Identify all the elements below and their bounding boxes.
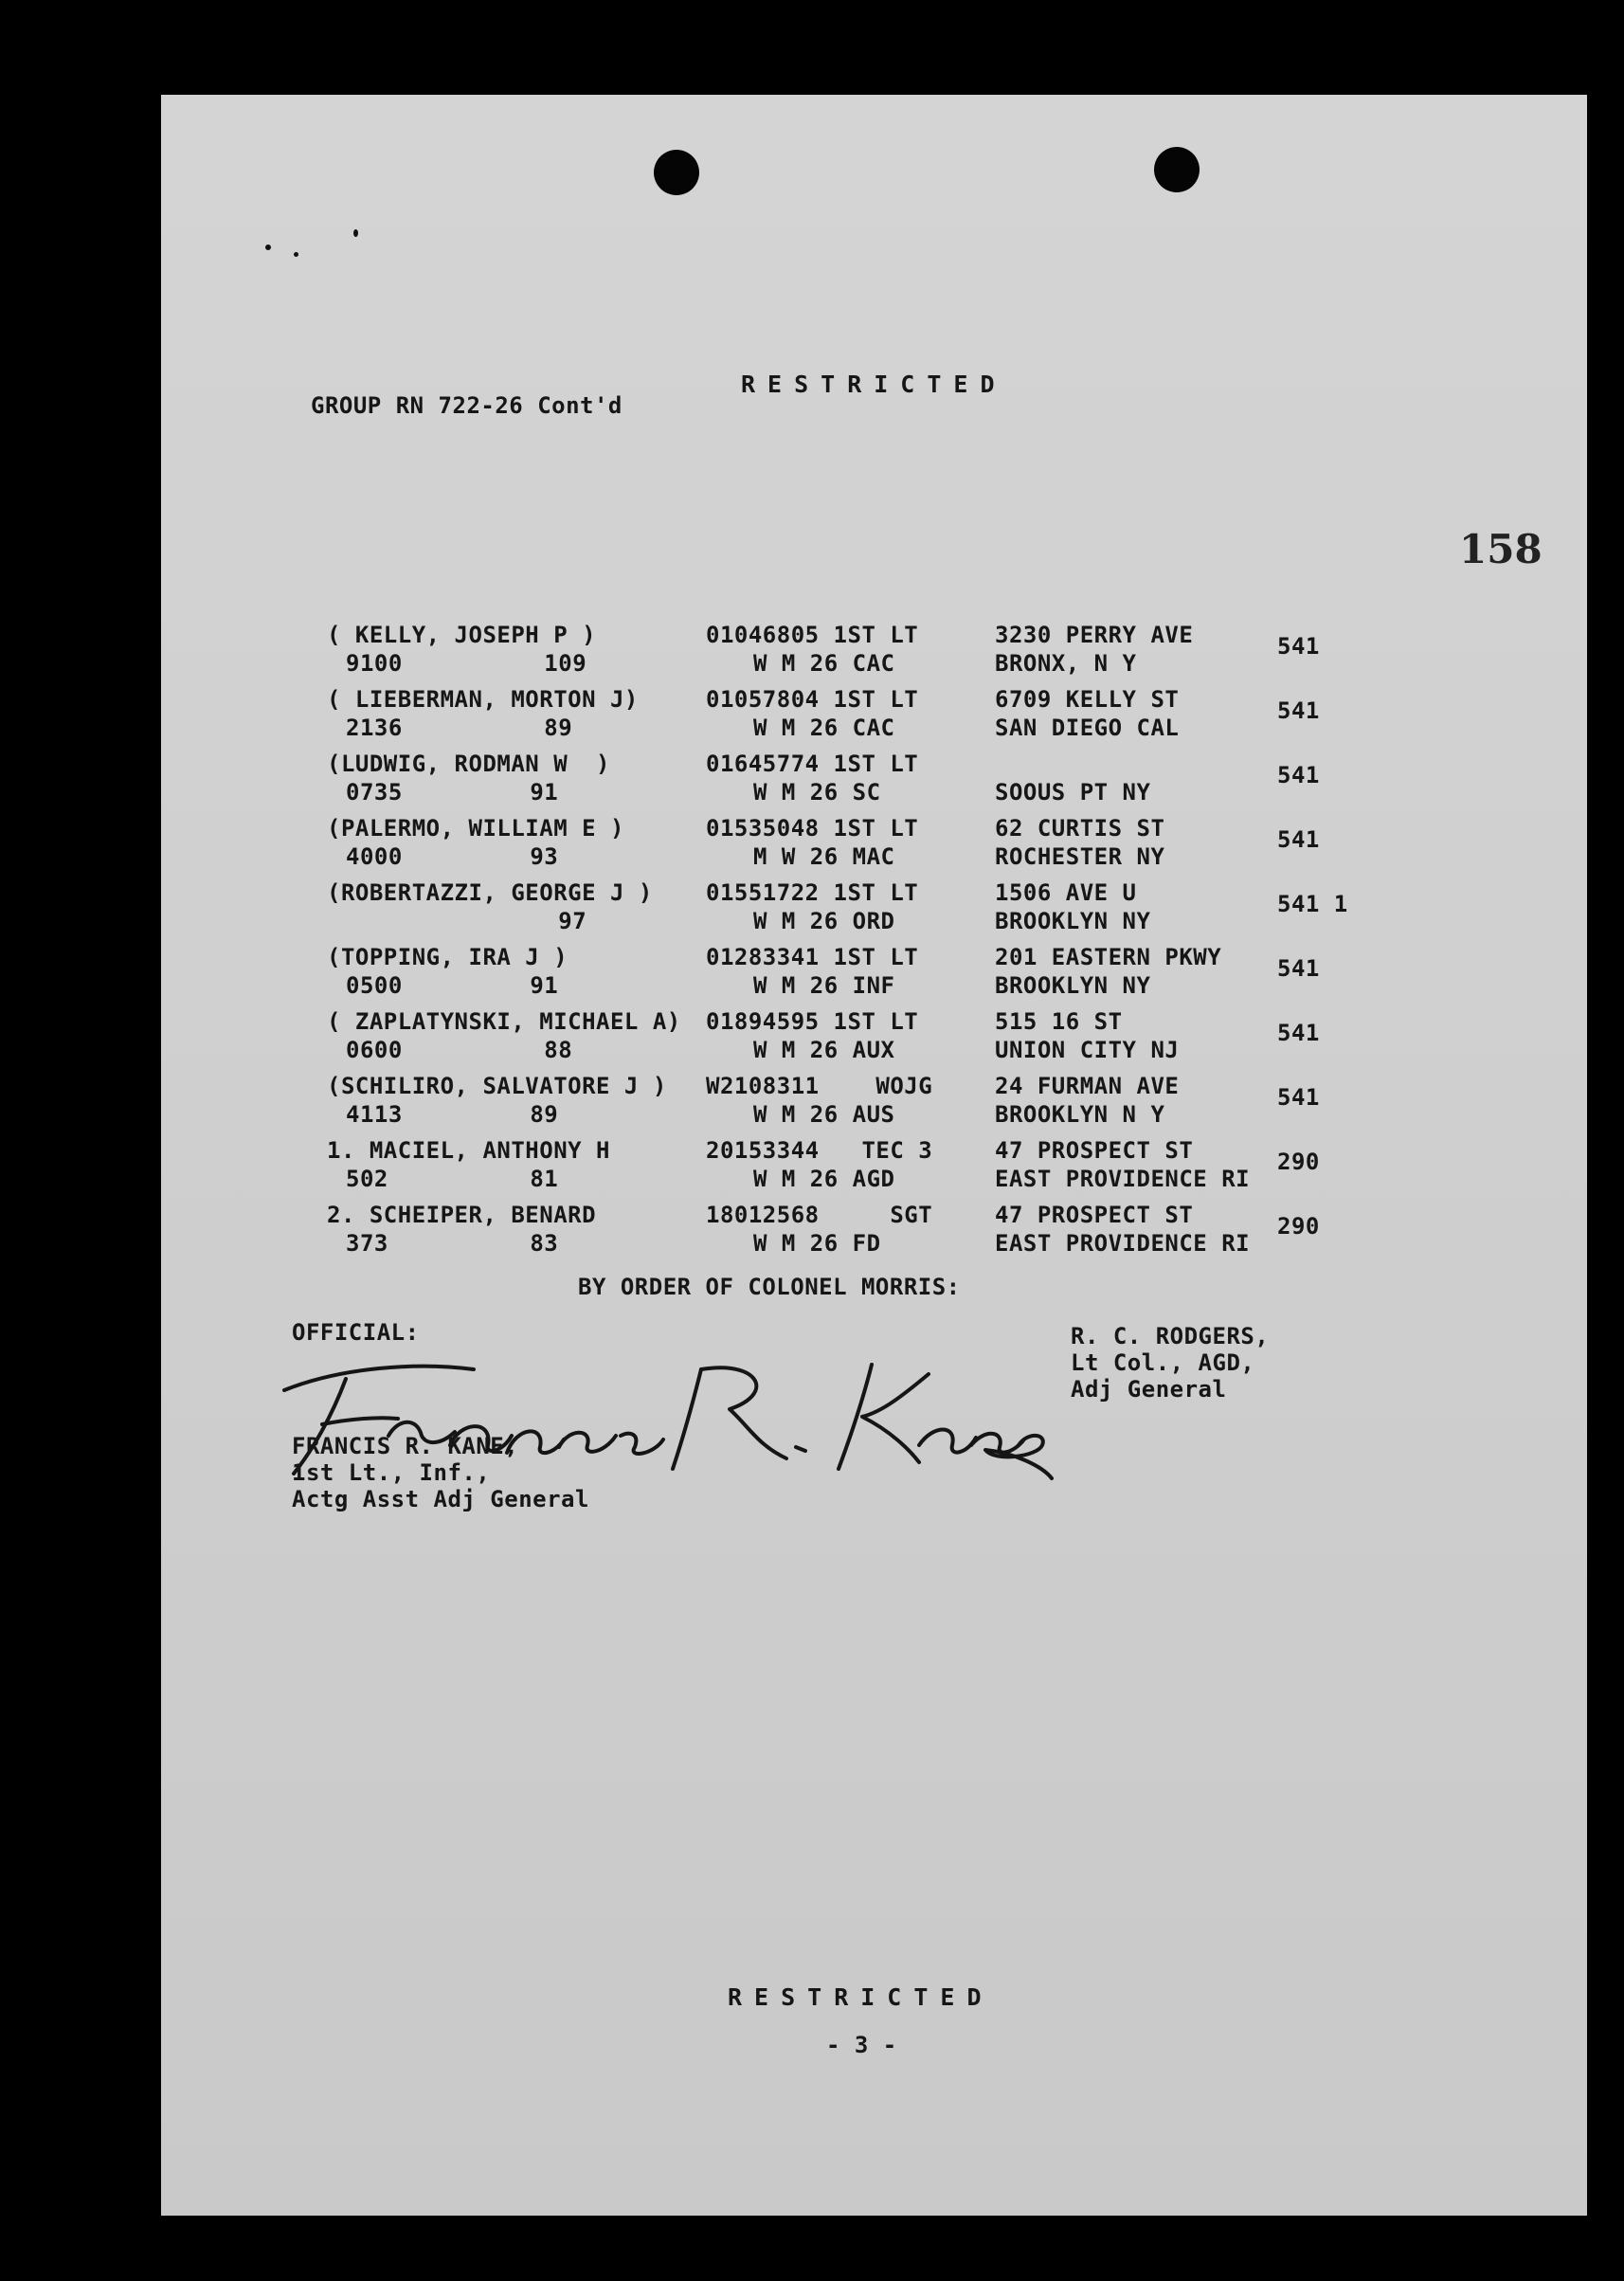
roster-code: 290 bbox=[1277, 1213, 1320, 1240]
roster-address-line1: 62 CURTIS ST bbox=[995, 815, 1165, 842]
roster-address-line2: UNION CITY NJ bbox=[995, 1037, 1180, 1063]
speck bbox=[294, 252, 298, 257]
roster-name: ( ZAPLATYNSKI, MICHAEL A) bbox=[327, 1008, 681, 1035]
roster-unit: W M 26 CAC bbox=[753, 715, 895, 741]
roster-address-line1: 47 PROSPECT ST bbox=[995, 1202, 1194, 1228]
roster-name: (LUDWIG, RODMAN W ) bbox=[327, 751, 610, 777]
roster-code: 541 bbox=[1277, 826, 1320, 853]
roster-unit: W M 26 FD bbox=[753, 1230, 881, 1257]
punch-hole-left bbox=[654, 150, 699, 195]
roster-name: ( KELLY, JOSEPH P ) bbox=[327, 622, 597, 648]
roster-serial-rank: 01057804 1ST LT bbox=[706, 686, 919, 713]
roster-code: 541 1 bbox=[1277, 891, 1348, 917]
roster-row bbox=[327, 750, 1559, 810]
roster-row bbox=[327, 1136, 1559, 1197]
roster-address-line1: 6709 KELLY ST bbox=[995, 686, 1180, 713]
group-reference: GROUP RN 722-26 Cont'd bbox=[311, 392, 623, 419]
roster-serial-rank: 20153344 TEC 3 bbox=[706, 1137, 933, 1164]
roster-codes: 0735 91 bbox=[346, 779, 559, 806]
roster-code: 541 bbox=[1277, 1084, 1320, 1111]
roster-address-line1: 24 FURMAN AVE bbox=[995, 1073, 1180, 1099]
footer-classification: RESTRICTED bbox=[728, 1983, 994, 2011]
roster-row bbox=[327, 1007, 1559, 1068]
official-title: Actg Asst Adj General bbox=[292, 1486, 589, 1512]
roster-name: (TOPPING, IRA J ) bbox=[327, 944, 568, 970]
roster-address-line2: ROCHESTER NY bbox=[995, 843, 1165, 870]
official-rank: 1st Lt., Inf., bbox=[292, 1459, 491, 1486]
roster-codes: 4000 93 bbox=[346, 843, 559, 870]
roster-row bbox=[327, 621, 1559, 681]
roster-address-line1: 201 EASTERN PKWY bbox=[995, 944, 1222, 970]
roster-code: 290 bbox=[1277, 1149, 1320, 1175]
roster-code: 541 bbox=[1277, 762, 1320, 788]
roster-row bbox=[327, 1072, 1559, 1132]
roster-code: 541 bbox=[1277, 697, 1320, 724]
roster-address-line2: BROOKLYN NY bbox=[995, 972, 1151, 999]
official-name: FRANCIS R. KANE, bbox=[292, 1433, 519, 1459]
roster-address-line1: 1506 AVE U bbox=[995, 879, 1137, 906]
roster-row bbox=[327, 1201, 1559, 1261]
roster-codes: 0500 91 bbox=[346, 972, 559, 999]
page-number-stamp: 158 bbox=[1459, 526, 1543, 572]
roster-name: (SCHILIRO, SALVATORE J ) bbox=[327, 1073, 667, 1099]
roster-unit: W M 26 ORD bbox=[753, 908, 895, 934]
roster-address-line2: EAST PROVIDENCE RI bbox=[995, 1166, 1251, 1192]
roster-address-line1: 3230 PERRY AVE bbox=[995, 622, 1194, 648]
roster-address-line2: BROOKLYN NY bbox=[995, 908, 1151, 934]
header-classification: RESTRICTED bbox=[741, 371, 1007, 398]
speck bbox=[353, 229, 358, 237]
roster-code: 541 bbox=[1277, 955, 1320, 982]
roster-address-line2: BROOKLYN N Y bbox=[995, 1101, 1165, 1128]
roster-codes: 2136 89 bbox=[346, 715, 573, 741]
roster-address-line2: SAN DIEGO CAL bbox=[995, 715, 1180, 741]
roster-codes: 373 83 bbox=[346, 1230, 559, 1257]
roster-serial-rank: W2108311 WOJG bbox=[706, 1073, 933, 1099]
roster-address-line1: 515 16 ST bbox=[995, 1008, 1123, 1035]
roster-row bbox=[327, 814, 1559, 875]
roster-row bbox=[327, 685, 1559, 746]
roster-codes: 97 bbox=[346, 908, 587, 934]
roster-serial-rank: 18012568 SGT bbox=[706, 1202, 933, 1228]
roster-unit: W M 26 CAC bbox=[753, 650, 895, 677]
commander-rank: Lt Col., AGD, bbox=[1071, 1349, 1255, 1376]
order-line: BY ORDER OF COLONEL MORRIS: bbox=[578, 1274, 961, 1300]
document-page bbox=[161, 95, 1587, 2216]
roster-codes: 9100 109 bbox=[346, 650, 587, 677]
speck bbox=[265, 244, 271, 250]
roster-serial-rank: 01645774 1ST LT bbox=[706, 751, 919, 777]
roster-serial-rank: 01283341 1ST LT bbox=[706, 944, 919, 970]
roster-code: 541 bbox=[1277, 1020, 1320, 1046]
roster-name: 2. SCHEIPER, BENARD bbox=[327, 1202, 597, 1228]
roster-unit: M W 26 MAC bbox=[753, 843, 895, 870]
roster-address-line2: EAST PROVIDENCE RI bbox=[995, 1230, 1251, 1257]
roster-unit: W M 26 AUX bbox=[753, 1037, 895, 1063]
roster-address-line1: 47 PROSPECT ST bbox=[995, 1137, 1194, 1164]
official-label: OFFICIAL: bbox=[292, 1319, 420, 1346]
roster-code: 541 bbox=[1277, 633, 1320, 660]
roster-serial-rank: 01551722 1ST LT bbox=[706, 879, 919, 906]
roster-codes: 4113 89 bbox=[346, 1101, 559, 1128]
roster-row bbox=[327, 878, 1559, 939]
roster-name: 1. MACIEL, ANTHONY H bbox=[327, 1137, 610, 1164]
roster-name: (PALERMO, WILLIAM E ) bbox=[327, 815, 624, 842]
roster-serial-rank: 01535048 1ST LT bbox=[706, 815, 919, 842]
commander-title: Adj General bbox=[1071, 1376, 1227, 1403]
roster-name: (ROBERTAZZI, GEORGE J ) bbox=[327, 879, 653, 906]
punch-hole-right bbox=[1154, 147, 1200, 192]
roster-codes: 0600 88 bbox=[346, 1037, 573, 1063]
roster-codes: 502 81 bbox=[346, 1166, 559, 1192]
footer-page-label: - 3 - bbox=[826, 2032, 897, 2058]
roster-row bbox=[327, 943, 1559, 1004]
roster-unit: W M 26 SC bbox=[753, 779, 881, 806]
roster-unit: W M 26 INF bbox=[753, 972, 895, 999]
roster-unit: W M 26 AGD bbox=[753, 1166, 895, 1192]
commander-name: R. C. RODGERS, bbox=[1071, 1323, 1270, 1349]
roster-address-line2: BRONX, N Y bbox=[995, 650, 1137, 677]
roster-address-line2: SOOUS PT NY bbox=[995, 779, 1151, 806]
roster-serial-rank: 01894595 1ST LT bbox=[706, 1008, 919, 1035]
roster-name: ( LIEBERMAN, MORTON J) bbox=[327, 686, 639, 713]
roster-unit: W M 26 AUS bbox=[753, 1101, 895, 1128]
roster-serial-rank: 01046805 1ST LT bbox=[706, 622, 919, 648]
